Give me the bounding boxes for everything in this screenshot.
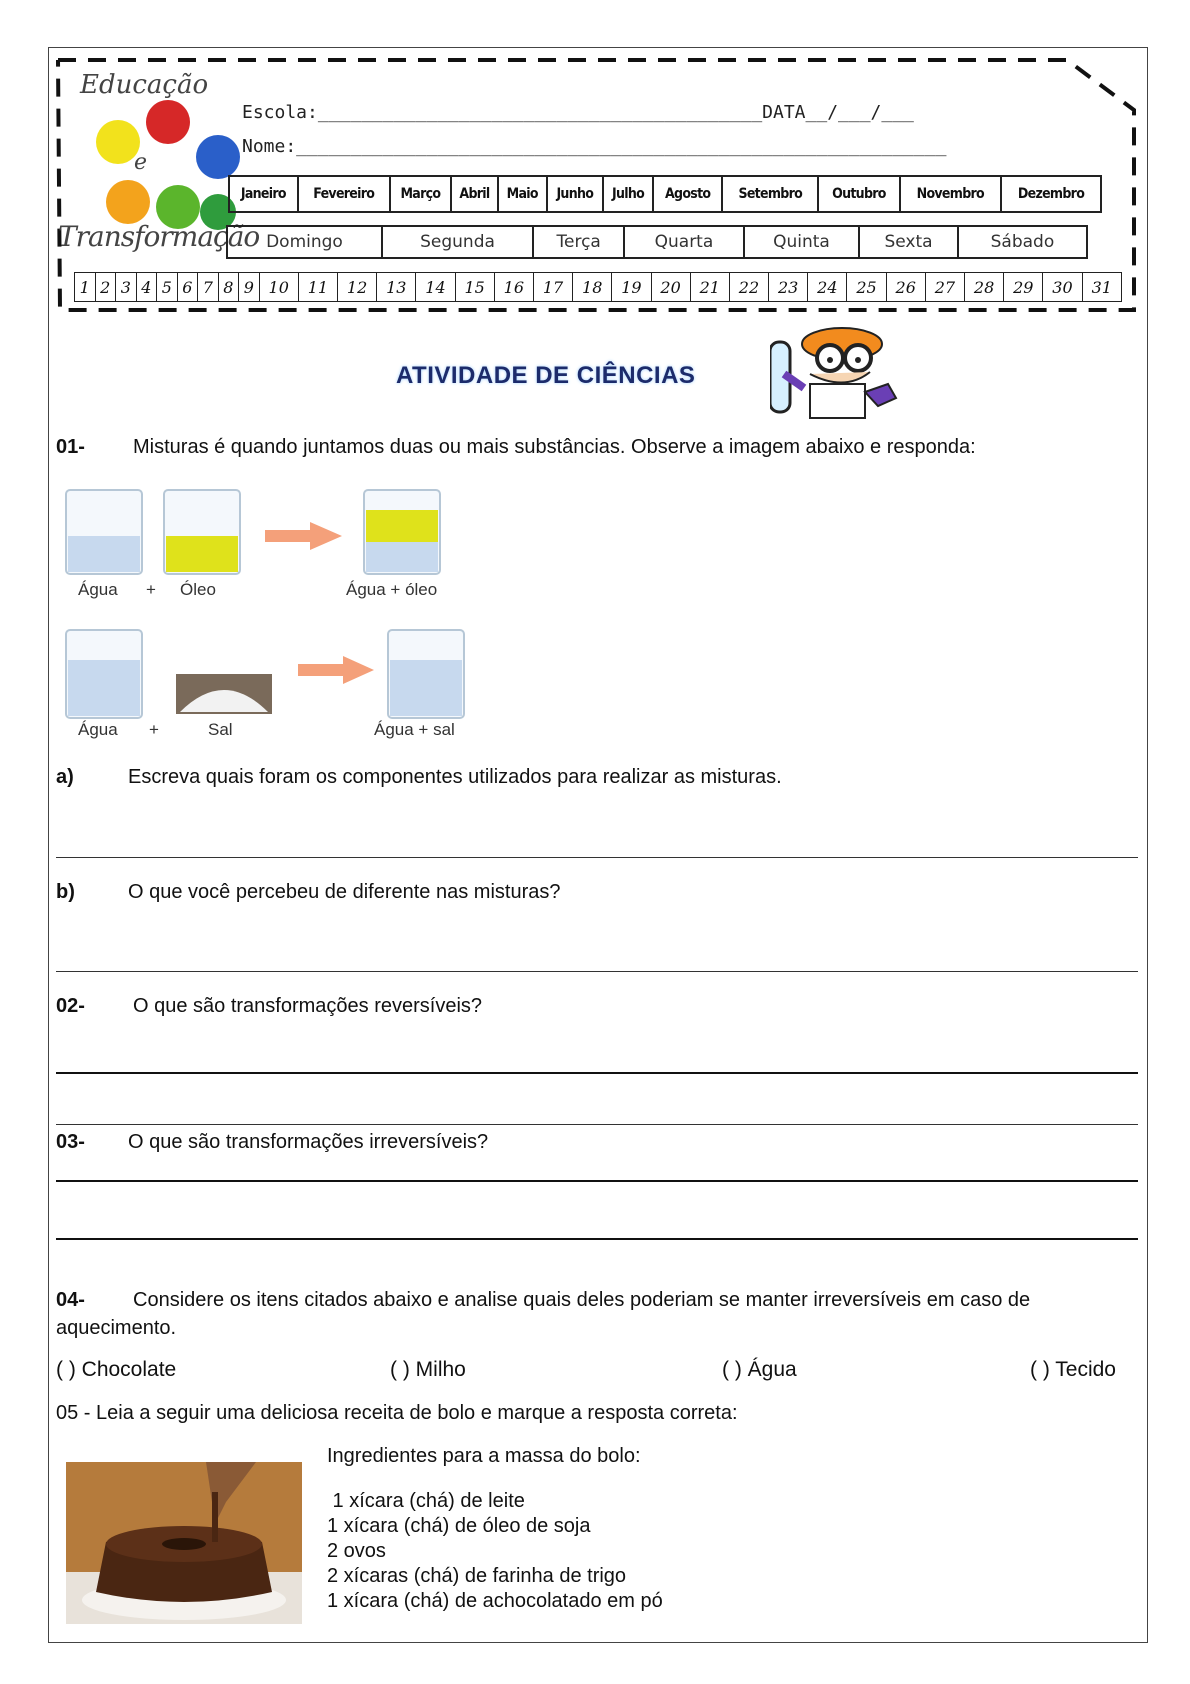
day-number-cell[interactable]: 1 [75,273,96,302]
ingredient-5: 1 xícara (chá) de achocolatado em pó [327,1590,663,1612]
day-number-cell[interactable]: 30 [1043,273,1082,302]
day-number-cell[interactable]: 18 [573,273,612,302]
nome-field[interactable]: Nome:____________________________________________________________ [242,136,947,157]
q3-number: 03- [56,1131,85,1153]
day-number-cell[interactable]: 21 [690,273,729,302]
ingredients-title: Ingredientes para a massa do bolo: [327,1445,641,1467]
day-number-cell[interactable]: 17 [533,273,572,302]
day-number-cell[interactable]: 13 [377,273,416,302]
month-cell[interactable]: Outubro [818,176,899,212]
logo-text-middle: e [134,150,148,175]
q1a-text: Escreva quais foram os componentes utilizados para realizar as misturas. [128,766,782,788]
escola-field[interactable]: Escola:_________________________________________DATA__/___/___ [242,102,914,123]
header [52,52,1134,300]
q4-number: 04- [56,1289,85,1311]
mixtures-illustration [60,480,500,740]
ingredient-1: 1 xícara (chá) de leite [327,1490,525,1512]
day-number-cell[interactable]: 28 [965,273,1004,302]
day-number-cell[interactable]: 24 [808,273,847,302]
chocolate-cake-image [66,1462,302,1624]
day-number-cell[interactable]: 16 [494,273,533,302]
caption-result-2: Água + sal [374,720,455,739]
day-number-cell[interactable]: 27 [925,273,964,302]
day-number-cell[interactable]: 31 [1082,273,1121,302]
q2-text: O que são transformações reversíveis? [133,995,483,1017]
day-number-cell[interactable]: 4 [136,273,157,302]
water-beaker-1 [66,490,142,574]
answer-line-q1a[interactable] [56,857,1138,858]
answer-line-q3-2[interactable] [56,1238,1138,1240]
month-cell[interactable]: Novembro [900,176,1001,212]
weekday-cell[interactable]: Terça [533,226,624,258]
day-number-cell[interactable]: 19 [612,273,651,302]
option-tecido[interactable]: ( ) Tecido [1030,1358,1116,1381]
caption-plus-2: + [149,720,159,739]
day-number-cell[interactable]: 29 [1004,273,1043,302]
q4-text-line1: Considere os itens citados abaixo e analise quais deles poderiam se manter irreversíveis em caso de [133,1289,1031,1311]
q5-text: 05 - Leia a seguir uma deliciosa receita de bolo e marque a resposta correta: [56,1402,738,1424]
day-number-cell[interactable]: 8 [218,273,239,302]
caption-agua-2: Água [78,720,118,739]
day-number-cell[interactable]: 22 [729,273,768,302]
day-number-cell[interactable]: 25 [847,273,886,302]
page-title: ATIVIDADE DE CIÊNCIAS [396,362,696,389]
caption-sal: Sal [208,720,233,739]
month-cell[interactable]: Maio [498,176,547,212]
day-number-cell[interactable]: 3 [116,273,137,302]
weekday-cell[interactable]: Quarta [624,226,743,258]
caption-agua-1: Água [78,580,118,599]
salt-image [176,674,272,714]
month-cell[interactable]: Março [390,176,451,212]
day-number-cell[interactable]: 15 [455,273,494,302]
caption-plus-1: + [146,580,156,599]
day-number-cell[interactable]: 7 [198,273,219,302]
day-number-cell[interactable]: 5 [157,273,178,302]
caption-oleo: Óleo [180,580,216,599]
month-cell[interactable]: Janeiro [229,176,298,212]
q4-text-line2: aquecimento. [56,1317,177,1339]
month-cell[interactable]: Setembro [722,176,818,212]
answer-line-q2-2[interactable] [56,1124,1138,1125]
water-beaker-2 [66,630,142,718]
day-number-cell[interactable]: 9 [239,273,260,302]
day-number-cell[interactable]: 23 [769,273,808,302]
q1b-label: b) [56,881,75,903]
weekday-cell[interactable]: Domingo [227,226,382,258]
day-number-cell[interactable]: 26 [886,273,925,302]
arrow-2-icon [298,656,374,684]
day-number-cell[interactable]: 20 [651,273,690,302]
day-number-cell[interactable]: 2 [95,273,116,302]
option-milho[interactable]: ( ) Milho [390,1358,466,1381]
q1-text: Misturas é quando juntamos duas ou mais substâncias. Observe a imagem abaixo e responda: [133,436,976,458]
oil-beaker [164,490,240,574]
q3-text: O que são transformações irreversíveis? [128,1131,489,1153]
day-numbers-table [74,272,1122,302]
weekday-cell[interactable]: Quinta [744,226,860,258]
water-salt-beaker [388,630,464,718]
month-cell[interactable]: Fevereiro [298,176,390,212]
ingredient-2: 1 xícara (chá) de óleo de soja [327,1515,591,1537]
months-table [228,175,1102,213]
q1a-label: a) [56,766,74,788]
water-oil-beaker [364,490,440,574]
logo-text-top: Educação [80,70,209,100]
answer-line-q1b[interactable] [56,971,1138,972]
weekday-cell[interactable]: Sexta [859,226,958,258]
ingredient-4: 2 xícaras (chá) de farinha de trigo [327,1565,627,1587]
day-number-cell[interactable]: 6 [177,273,198,302]
day-number-cell[interactable]: 14 [416,273,455,302]
option-agua[interactable]: ( ) Água [722,1358,797,1381]
weekday-cell[interactable]: Sábado [958,226,1087,258]
scientist-illustration-icon [770,314,910,424]
q2-number: 02- [56,995,85,1017]
month-cell[interactable]: Abril [451,176,498,212]
q1b-text: O que você percebeu de diferente nas misturas? [128,881,561,903]
answer-line-q3-1[interactable] [56,1180,1138,1182]
month-cell[interactable]: Julho [603,176,653,212]
day-number-cell[interactable]: 12 [338,273,377,302]
caption-result-1: Água + óleo [346,580,438,599]
answer-line-q2-1[interactable] [56,1072,1138,1074]
weekday-cell[interactable]: Segunda [382,226,533,258]
month-cell[interactable]: Junho [547,176,604,212]
option-chocolate[interactable]: ( ) Chocolate [56,1358,177,1381]
day-number-cell[interactable]: 10 [259,273,298,302]
logo-text-bottom: Transformação [58,220,260,253]
month-cell[interactable]: Agosto [653,176,722,212]
weekdays-table [226,225,1088,259]
month-cell[interactable]: Dezembro [1001,176,1101,212]
day-number-cell[interactable]: 11 [298,273,337,302]
ingredient-3: 2 ovos [327,1540,386,1562]
q1-number: 01- [56,436,85,458]
arrow-1-icon [265,522,342,550]
